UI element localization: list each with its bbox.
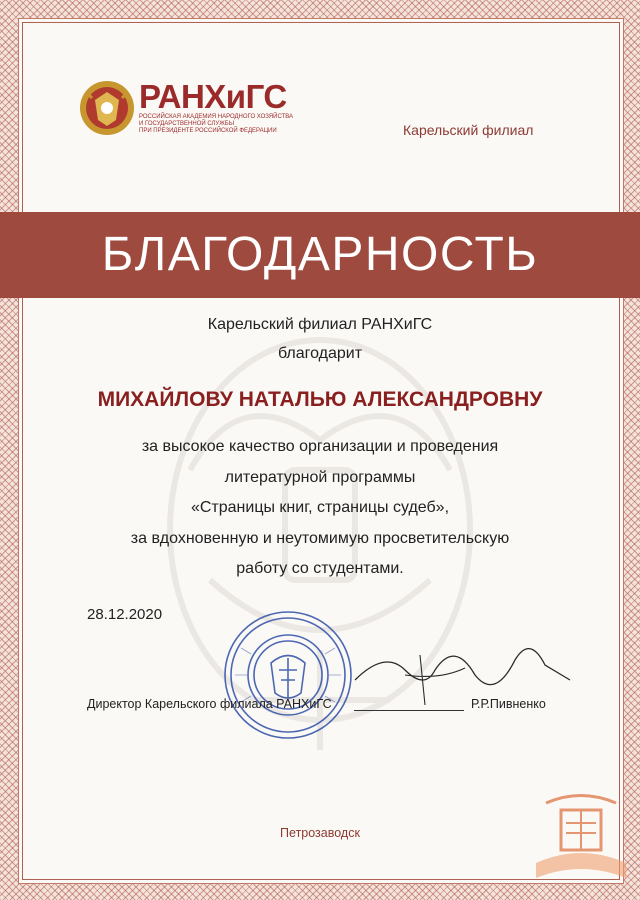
signer-title: Директор Карельского филиала РАНХиГС: [87, 697, 332, 711]
ranepa-emblem-icon: [78, 78, 136, 138]
issue-date: 28.12.2020: [87, 606, 163, 623]
city-label: Петрозаводск: [280, 826, 360, 840]
org-subtitle-line: РОССИЙСКАЯ АКАДЕМИЯ НАРОДНОГО ХОЗЯЙСТВА: [139, 114, 294, 120]
recipient-name: МИХАЙЛОВУ НАТАЛЬЮ АЛЕКСАНДРОВНУ: [97, 388, 543, 411]
reason-line: «Страницы книг, страницы судеб»,: [190, 499, 450, 516]
reason-line: за вдохновенную и неутомимую просветительскую: [130, 529, 510, 547]
org-subtitle: [139, 114, 294, 135]
reason-line: работу со студентами.: [236, 560, 404, 577]
thanks-verb: благодарит: [277, 345, 363, 362]
org-name: РАНХиГС: [139, 78, 287, 115]
reason-text: [0, 432, 640, 585]
library-logo-icon: [526, 788, 636, 888]
official-seal-icon: [221, 608, 355, 742]
reason-line: литературной программы: [224, 468, 416, 486]
signature-line: [354, 710, 464, 711]
signer-name: Р.Р.Пивненко: [471, 697, 546, 711]
branch-label: Карельский филиал: [403, 122, 534, 138]
reason-line: за высокое качество организации и проведения: [141, 438, 499, 455]
certificate-title: БЛАГОДАРНОСТЬ: [101, 228, 539, 281]
issuer-line: Карельский филиал РАНХиГС: [207, 316, 433, 333]
org-subtitle-line: И ГОСУДАРСТВЕННОЙ СЛУЖБЫ: [139, 121, 235, 127]
org-subtitle-line: ПРИ ПРЕЗИДЕНТЕ РОССИЙСКОЙ ФЕДЕРАЦИИ: [139, 128, 277, 134]
